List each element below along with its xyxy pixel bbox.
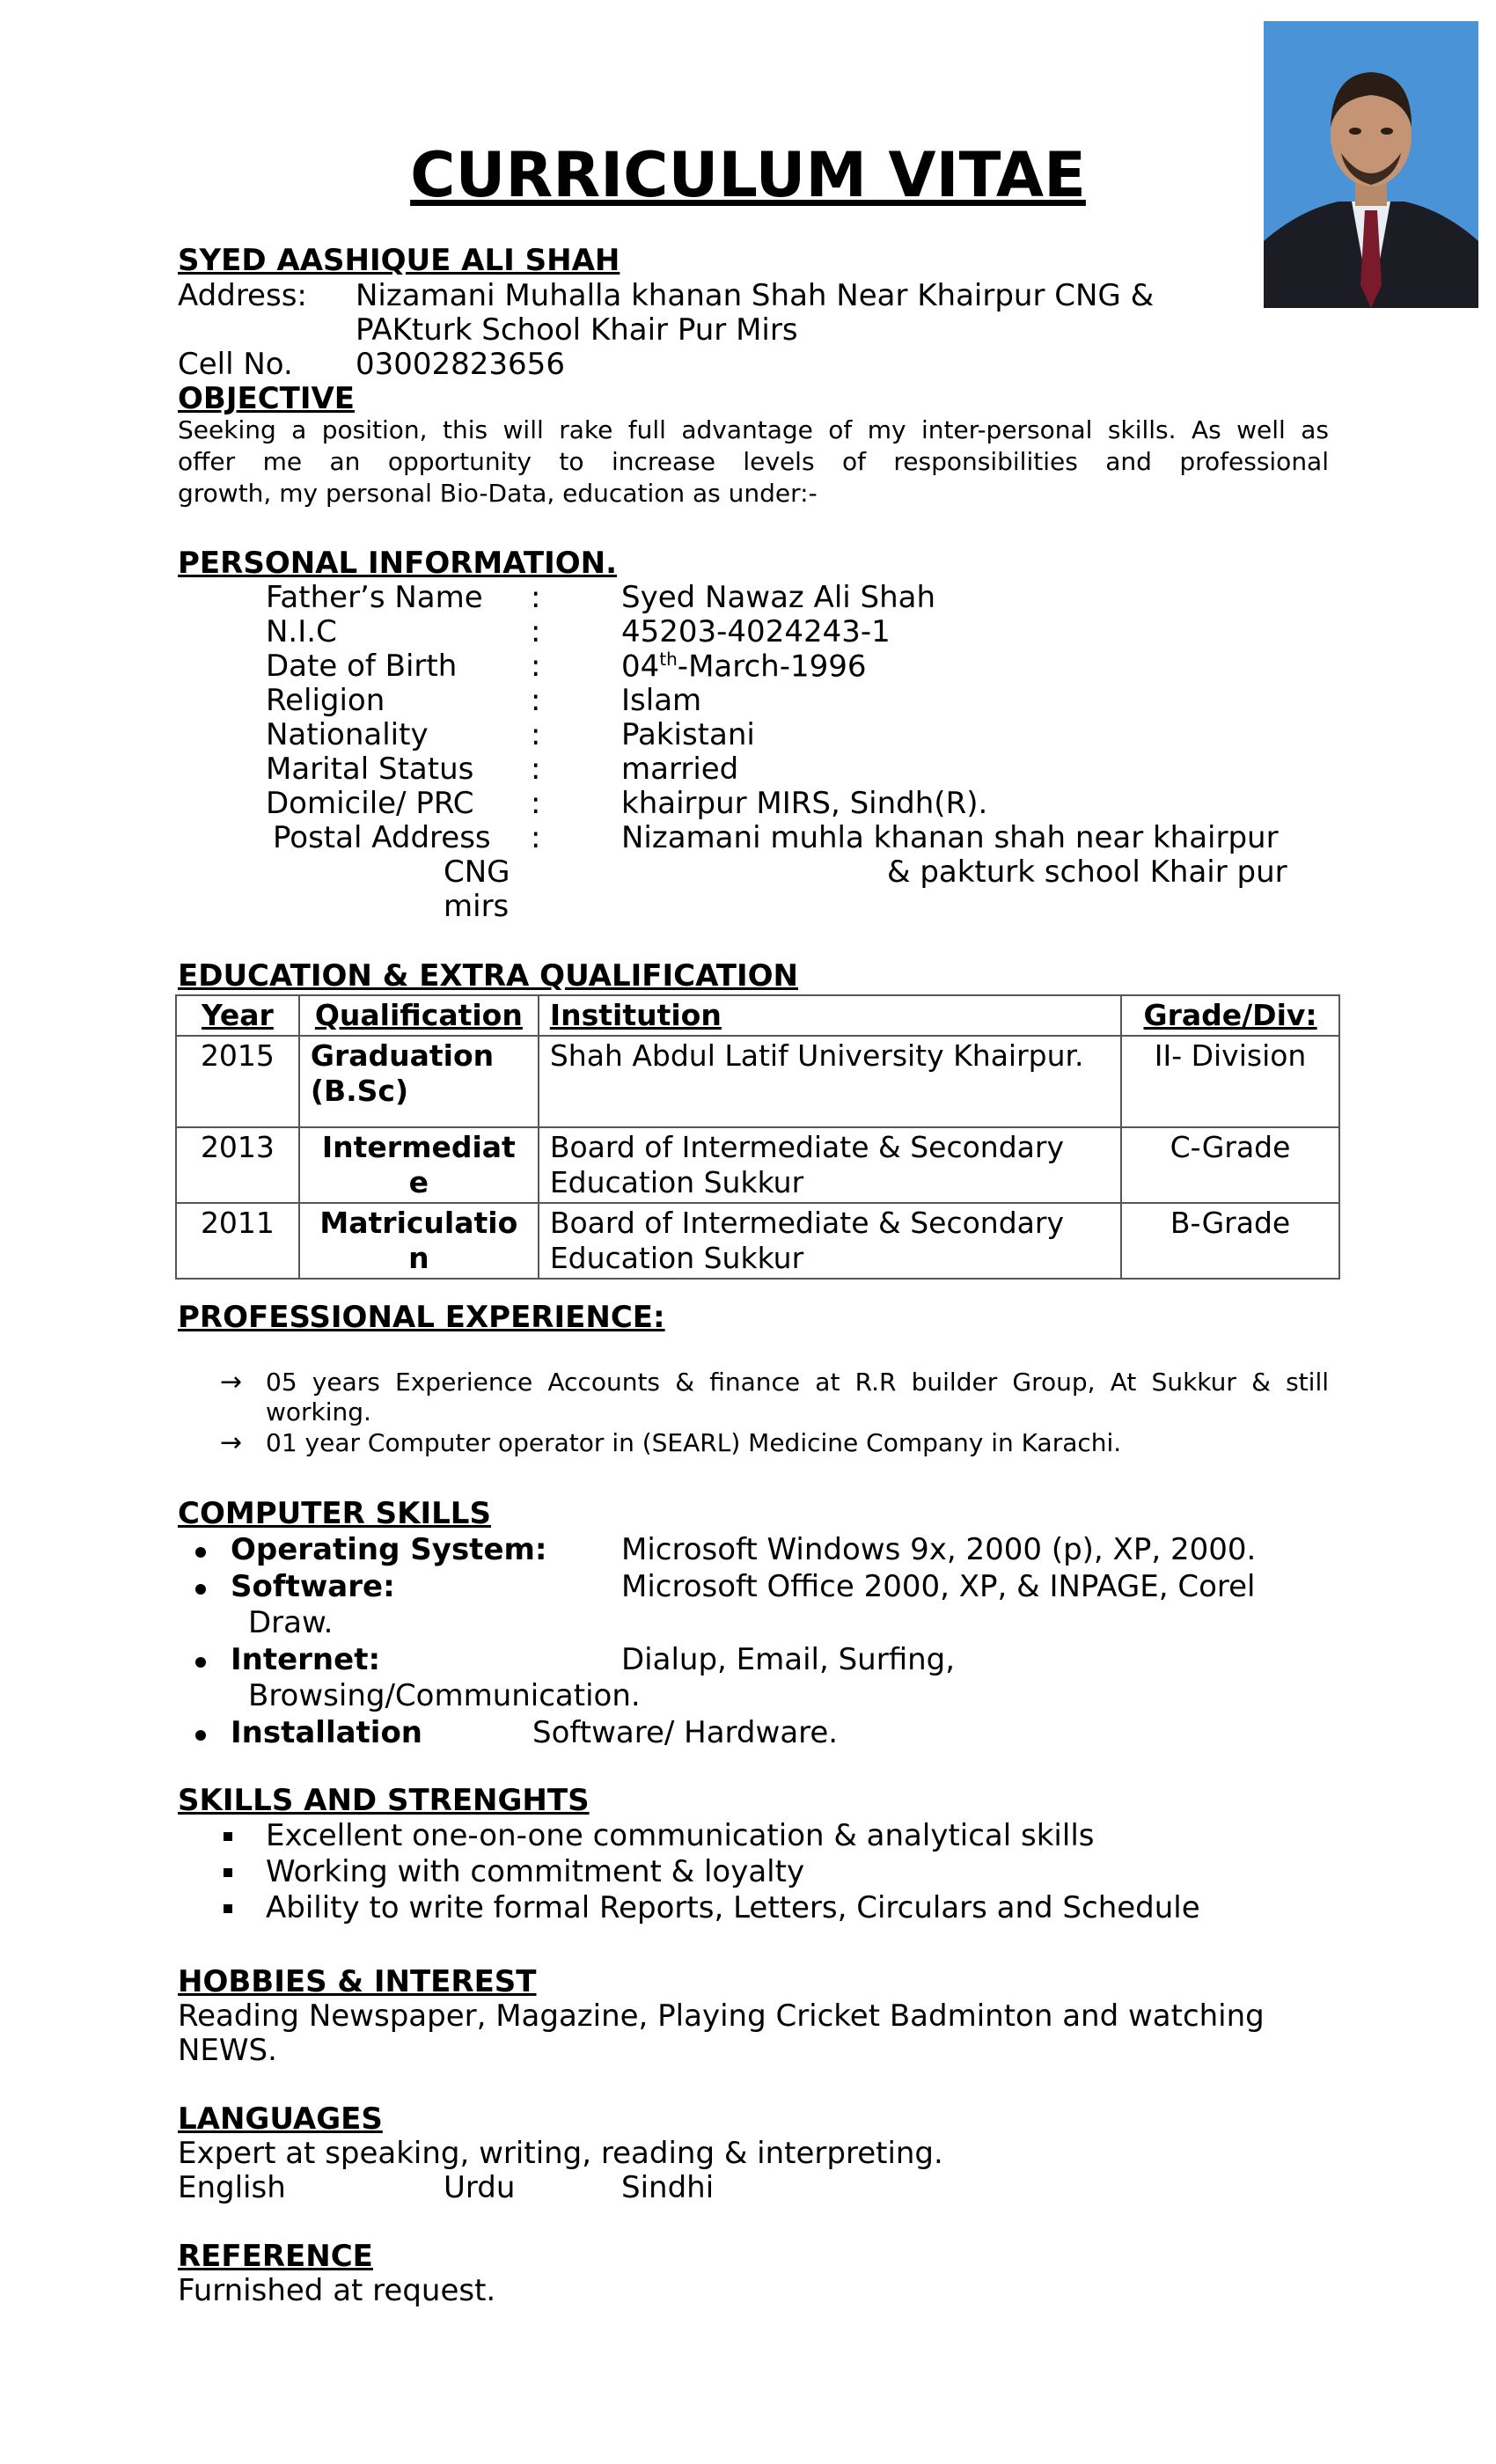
cell-qualification <box>299 1127 539 1203</box>
languages-heading: LANGUAGES <box>178 2101 383 2137</box>
fathers-name-label: Father’s Name <box>266 580 483 615</box>
separator: : <box>531 752 541 787</box>
header-year: Year <box>176 995 299 1036</box>
internet-value: Dialup, Email, Surfing, <box>621 1642 956 1677</box>
personal-heading: PERSONAL INFORMATION. <box>178 546 618 581</box>
languages-line-1: Expert at speaking, writing, reading & interpreting. <box>178 2136 943 2171</box>
experience-item-1-line-2: working. <box>266 1397 371 1426</box>
cell-grade: B-Grade <box>1121 1203 1339 1279</box>
bullet-icon <box>195 1547 206 1558</box>
skill-item: Excellent one-on-one communication & analytical skills <box>266 1818 1095 1853</box>
arrow-icon: → <box>220 1427 243 1458</box>
language-item: English <box>178 2170 286 2205</box>
postal-value-2: & pakturk school Khair pur <box>887 854 1287 890</box>
separator: : <box>531 580 541 615</box>
language-item: Sindhi <box>621 2170 715 2205</box>
dob-rest: -March-1996 <box>677 649 867 685</box>
internet-value-cont: Browsing/Communication. <box>248 1678 641 1713</box>
objective-line-3: growth, my personal Bio-Data, education as under:- <box>178 479 818 508</box>
institution-line: Board of Intermediate & Secondary <box>549 1206 1064 1240</box>
qualification-line: Graduation <box>310 1038 495 1073</box>
address-line-2: PAKturk School Khair Pur Mirs <box>356 312 798 348</box>
postal-mirs: mirs <box>444 889 510 924</box>
dob-label: Date of Birth <box>266 649 458 684</box>
qualification-line: Matriculatio <box>319 1206 518 1240</box>
experience-heading: PROFESSIONAL EXPERIENCE: <box>178 1300 665 1335</box>
language-item: Urdu <box>444 2170 516 2205</box>
nic-value: 45203-4024243-1 <box>621 614 891 649</box>
separator: : <box>531 820 541 855</box>
cell-institution <box>539 1127 1121 1203</box>
header-institution: Institution <box>539 995 1121 1036</box>
domicile-label: Domicile/ PRC <box>266 786 474 821</box>
internet-label: Internet: <box>231 1642 381 1677</box>
bullet-icon <box>195 1584 206 1595</box>
bullet-icon <box>224 1904 232 1913</box>
separator: : <box>531 649 541 684</box>
skill-item: Working with commitment & loyalty <box>266 1854 805 1889</box>
cell-grade: II- Division <box>1121 1036 1339 1127</box>
reference-text: Furnished at request. <box>178 2273 496 2308</box>
skills-heading: SKILLS AND STRENGHTS <box>178 1783 590 1818</box>
arrow-icon: → <box>220 1367 243 1397</box>
cell-grade: C-Grade <box>1121 1127 1339 1203</box>
education-heading: EDUCATION & EXTRA QUALIFICATION <box>178 958 798 994</box>
postal-cng: CNG <box>444 854 510 890</box>
cell-value: 03002823656 <box>356 347 565 382</box>
table-row <box>176 1203 1339 1279</box>
header-qualification: Qualification <box>299 995 539 1036</box>
hobbies-line-2: NEWS. <box>178 2033 277 2068</box>
computer-skills-heading: COMPUTER SKILLS <box>178 1496 491 1531</box>
bullet-icon <box>195 1657 206 1668</box>
installation-value: Software/ Hardware. <box>532 1715 839 1750</box>
domicile-value: khairpur MIRS, Sindh(R). <box>621 786 988 821</box>
cell-year: 2015 <box>176 1036 299 1127</box>
qualification-line: e <box>408 1165 429 1199</box>
software-value-cont: Draw. <box>248 1605 334 1640</box>
cell-label: Cell No. <box>178 347 293 382</box>
institution-line: Education Sukkur <box>549 1165 804 1199</box>
fathers-name-value: Syed Nawaz Ali Shah <box>621 580 936 615</box>
table-row <box>176 1036 1339 1127</box>
cell-institution <box>539 1036 1121 1127</box>
qualification-line: n <box>408 1241 429 1275</box>
religion-value: Islam <box>621 683 702 718</box>
hobbies-line-1: Reading Newspaper, Magazine, Playing Cricket Badminton and watching <box>178 1998 1265 2034</box>
postal-value-1: Nizamani muhla khanan shah near khairpur <box>621 820 1279 855</box>
separator: : <box>531 786 541 821</box>
dob-day: 04 <box>621 649 660 685</box>
experience-item-1-line-1: 05 years Experience Accounts & finance at R.R builder Group, At Sukkur & still <box>266 1368 1329 1397</box>
objective-line-1: Seeking a position, this will rake full advantage of my inter-personal skills. As well as <box>178 415 1329 444</box>
software-label: Software: <box>231 1569 395 1604</box>
address-line-1: Nizamani Muhalla khanan Shah Near Khairpur CNG & <box>356 278 1155 313</box>
separator: : <box>531 683 541 718</box>
nationality-value: Pakistani <box>621 717 755 752</box>
separator: : <box>531 614 541 649</box>
qualification-line: (B.Sc) <box>310 1074 409 1108</box>
address-label: Address: <box>178 278 307 313</box>
religion-label: Religion <box>266 683 385 718</box>
document-title: CURRICULUM VITAE <box>410 139 1086 211</box>
nic-label: N.I.C <box>266 614 337 649</box>
candidate-name: SYED AASHIQUE ALI SHAH <box>178 243 620 278</box>
cell-year: 2011 <box>176 1203 299 1279</box>
bullet-icon <box>224 1868 232 1877</box>
dob-value <box>621 649 867 684</box>
software-value: Microsoft Office 2000, XP, & INPAGE, Corel <box>621 1569 1256 1604</box>
hobbies-heading: HOBBIES & INTEREST <box>178 1964 537 1999</box>
cell-qualification <box>299 1203 539 1279</box>
nationality-label: Nationality <box>266 717 429 752</box>
experience-item-2: 01 year Computer operator in (SEARL) Medicine Company in Karachi. <box>266 1428 1122 1457</box>
table-row <box>176 1127 1339 1203</box>
marital-value: married <box>621 752 739 787</box>
institution-line: Board of Intermediate & Secondary <box>549 1130 1064 1164</box>
postal-label: Postal Address <box>273 820 491 855</box>
os-value: Microsoft Windows 9x, 2000 (p), XP, 2000. <box>621 1532 1257 1567</box>
objective-heading: OBJECTIVE <box>178 381 356 416</box>
table-header-row <box>176 995 1339 1036</box>
objective-line-2: offer me an opportunity to increase levels of responsibilities and professional <box>178 447 1329 476</box>
cell-institution <box>539 1203 1121 1279</box>
dob-suffix: th <box>659 649 678 670</box>
bullet-icon <box>224 1832 232 1841</box>
marital-label: Marital Status <box>266 752 474 787</box>
cell-year: 2013 <box>176 1127 299 1203</box>
cell-qualification <box>299 1036 539 1127</box>
institution-line: Shah Abdul Latif University Khairpur. <box>549 1038 1084 1073</box>
installation-label: Installation <box>231 1715 423 1750</box>
education-table <box>175 994 1340 1280</box>
header-grade: Grade/Div: <box>1121 995 1339 1036</box>
os-label: Operating System: <box>231 1532 547 1567</box>
skill-item: Ability to write formal Reports, Letters, Circulars and Schedule <box>266 1890 1200 1925</box>
separator: : <box>531 717 541 752</box>
bullet-icon <box>195 1730 206 1741</box>
reference-heading: REFERENCE <box>178 2239 373 2274</box>
qualification-line: Intermediat <box>321 1130 516 1164</box>
institution-line: Education Sukkur <box>549 1241 804 1275</box>
